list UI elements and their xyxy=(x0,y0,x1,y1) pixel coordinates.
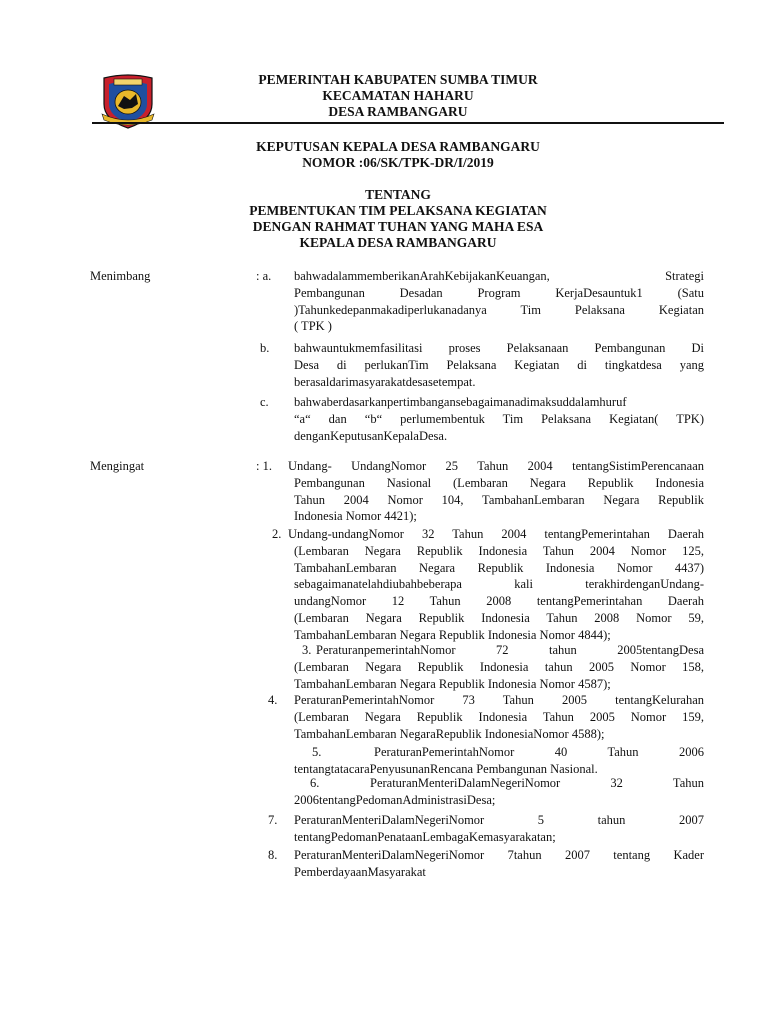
mengingat-item-8 xyxy=(294,847,704,881)
mengingat-5-line: PeraturanPemerintahNomor 40 Tahun 2006 xyxy=(374,745,704,759)
mengingat-item-3 xyxy=(294,642,704,692)
decree-subject xyxy=(150,187,646,251)
menimbang-marker-c: c. xyxy=(260,395,269,409)
mengingat-marker-3: 3. xyxy=(302,643,312,657)
mengingat-8-line: PeraturanMenteriDalamNegeriNomor 7tahun 2007 tentang Kader xyxy=(294,848,704,862)
mengingat-7-line: tentangPedomanPenataanLembagaKemasyarakatan; xyxy=(294,829,556,844)
mengingat-8-line: PemberdayaanMasyarakat xyxy=(294,864,426,879)
decree-title xyxy=(150,139,646,171)
mengingat-6-line: PeraturanMenteriDalamNegeriNomor 32 Tahun xyxy=(370,776,704,790)
mengingat-3-line: TambahanLembaran Negara Republik Indonesia Nomor 4587); xyxy=(294,676,611,691)
mengingat-label: Mengingat xyxy=(90,459,145,473)
mengingat-item-1 xyxy=(288,458,704,525)
mengingat-marker-6: 6. xyxy=(310,776,320,790)
subject-invocation: DENGAN RAHMAT TUHAN YANG MAHA ESA xyxy=(252,219,544,234)
mengingat-item-2 xyxy=(288,526,704,644)
subject-formation: PEMBENTUKAN TIM PELAKSANA KEGIATAN xyxy=(249,203,547,218)
decree-heading: KEPUTUSAN KEPALA DESA RAMBANGARU xyxy=(256,139,540,154)
mengingat-2-line: undangNomor 12 Tahun 2008 tentangPemerintahan Daerah xyxy=(294,594,704,609)
letterhead xyxy=(150,72,646,120)
mengingat-4-line: TambahanLembaran NegaraRepublik IndonesiaNomor 4588); xyxy=(294,726,605,741)
menimbang-label: Menimbang xyxy=(90,269,151,283)
mengingat-marker-4: 4. xyxy=(268,693,278,707)
mengingat-3-line: (Lembaran Negara Republik Indonesia tahun 2005 Nomor 158, xyxy=(294,659,704,674)
header-rule xyxy=(92,122,724,124)
mengingat-marker-8: 8. xyxy=(268,848,278,862)
mengingat-5-line: tentangtatacaraPenyusunanRencana Pembangunan Nasional. xyxy=(294,761,598,776)
mengingat-item-6 xyxy=(294,775,704,809)
mengingat-marker-1: : 1. xyxy=(256,459,272,473)
mengingat-4-line: (Lembaran Negara Republik Indonesia Tahun 2005 Nomor 159, xyxy=(294,709,704,724)
mengingat-marker-5: 5. xyxy=(312,745,322,759)
menimbang-c-line: “a“ dan “b“ perlumembentuk Tim Pelaksana Kegiatan( TPK) xyxy=(294,411,704,426)
menimbang-a-line: Strategi xyxy=(665,269,704,283)
mengingat-2-line: sebagaimanatelahdiubahbeberapa kali terakhirdenganUndang- xyxy=(294,577,704,592)
menimbang-b-line: berasaldarimasyarakatdesasetempat. xyxy=(294,374,476,389)
mengingat-1-line: Pembangunan Nasional (Lembaran Negara Republik Indonesia xyxy=(294,475,704,490)
mengingat-marker-7: 7. xyxy=(268,813,278,827)
mengingat-2-line: (Lembaran Negara Republik Indonesia Tahun 2008 Nomor 59, xyxy=(294,610,704,625)
menimbang-item-b xyxy=(294,340,704,390)
menimbang-a-line: )Tahunkedepanmakadiperlukanadanya Tim Pelaksana Kegiatan xyxy=(294,302,704,317)
subject-about: TENTANG xyxy=(365,187,431,202)
mengingat-item-5 xyxy=(294,744,704,778)
menimbang-marker-b: b. xyxy=(260,341,270,355)
decree-number: NOMOR :06/SK/TPK-DR/I/2019 xyxy=(302,155,494,170)
menimbang-item-a xyxy=(294,268,704,335)
mengingat-1-line: Undang- UndangNomor 25 Tahun 2004 tentangSistimPerencanaan xyxy=(288,459,704,473)
menimbang-a-line: Pembangunan Desadan Program KerjaDesauntuk1 (Satu xyxy=(294,285,704,300)
subject-village-head: KEPALA DESA RAMBANGARU xyxy=(299,235,497,250)
mengingat-3-line: PeraturanpemerintahNomor 72 tahun 2005tentangDesa xyxy=(316,643,704,657)
mengingat-item-4 xyxy=(294,692,704,742)
mengingat-7-line: PeraturanMenteriDalamNegeriNomor 5 tahun 2007 xyxy=(294,813,704,827)
mengingat-2-line: TambahanLembaran Negara Republik Indonesia Nomor 4844); xyxy=(294,627,611,642)
menimbang-b-line: bahwauntukmemfasilitasi proses Pelaksanaan Pembangunan Di xyxy=(294,341,704,355)
mengingat-1-line: Tahun 2004 Nomor 104, TambahanLembaran Negara Republik xyxy=(294,492,704,507)
mengingat-2-line: Undang-undangNomor 32 Tahun 2004 tentangPemerintahan Daerah xyxy=(288,527,704,541)
menimbang-b-line: Desa di perlukanTim Pelaksana Kegiatan di tingkatdesa yang xyxy=(294,357,704,372)
mengingat-4-line: PeraturanPemerintahNomor 73 Tahun 2005 tentangKelurahan xyxy=(294,693,704,707)
mengingat-marker-2: 2. xyxy=(272,527,282,541)
menimbang-marker-a: : a. xyxy=(256,269,272,283)
letterhead-village: DESA RAMBANGARU xyxy=(328,104,468,119)
mengingat-1-line: Indonesia Nomor 4421); xyxy=(294,509,417,524)
menimbang-a-line: bahwadalammemberikanArahKebijakanKeuangan, xyxy=(294,269,550,283)
menimbang-item-c xyxy=(294,394,704,444)
mengingat-2-line: (Lembaran Negara Republik Indonesia Tahun 2004 Nomor 125, xyxy=(294,543,704,558)
letterhead-government: PEMERINTAH KABUPATEN SUMBA TIMUR xyxy=(258,72,538,87)
menimbang-c-line: denganKeputusanKepalaDesa. xyxy=(294,428,448,443)
letterhead-district: KECAMATAN HAHARU xyxy=(322,88,474,103)
mengingat-item-7 xyxy=(294,812,704,846)
menimbang-c-line: bahwaberdasarkanpertimbangansebagaimanadimaksuddalamhuruf xyxy=(294,395,627,409)
menimbang-a-line: ( TPK ) xyxy=(294,319,332,334)
mengingat-2-line: TambahanLembaran Negara Republik Indonesia Nomor 4437) xyxy=(294,560,704,575)
mengingat-6-line: 2006tentangPedomanAdministrasiDesa; xyxy=(294,792,496,807)
